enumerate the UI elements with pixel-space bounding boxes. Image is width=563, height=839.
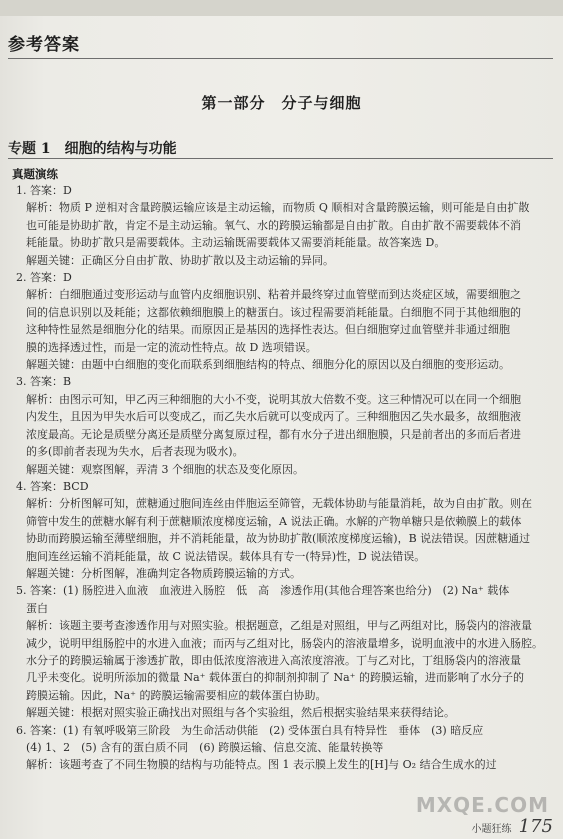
section-title: 参考答案 (8, 35, 80, 55)
explanation-line: 减少，说明甲组肠腔中的水进入血液；而丙与乙组对比，肠袋内的溶液量增多，说明血液中的水进入肠腔。 (26, 636, 543, 650)
watermark-logo (399, 769, 549, 817)
answer-line: 6. 答案：(1) 有氧呼吸第三阶段 为生命活动供能 (2) 受体蛋白具有特异性 垂体 (3) 暗反应 (16, 723, 484, 737)
explanation-line: 也可能是协助扩散，肯定不是主动运输。氧气、水的跨膜运输都是自由扩散。自由扩散不需要载体不消 (26, 218, 521, 232)
page-number: 175 (518, 816, 553, 837)
explanation-line: 筛管中发生的蔗糖水解有利于蔗糖顺浓度梯度运输，A 说法正确。水解的产物单糖只是依赖膜上的载体 (26, 514, 522, 528)
explanation-line: 几乎未变化。说明所添加的微量 Na⁺ 载体蛋白的抑制剂抑制了 Na⁺ 的跨膜运输，进而影响了水分子的 (26, 671, 524, 685)
explanation-line: 解析：该题主要考查渗透作用与对照实验。根据题意，乙组是对照组，甲与乙两组对比，肠袋内的溶液量 (26, 619, 532, 633)
explanation-line: (4) 1、2 (5) 含有的蛋白质不同 (6) 跨膜运输、信息交流、能量转换等 (26, 741, 384, 754)
explanation-line: 内发生，且因为甲失水后可以变成乙，而乙失水后就可以变成丙了。三种细胞因乙失水最多，故细胞液 (26, 410, 521, 424)
explanation-line: 解题关键：根据对照实验正确找出对照组与各个实验组，然后根据实验结果来获得结论。 (26, 706, 455, 720)
explanation-line: 解析：物质 P 逆相对含量跨膜运输应该是主动运输，而物质 Q 顺相对含量跨膜运输，则可能是自由扩散 (26, 201, 530, 215)
explanation-line: 解题关键：观察图解，弄清 3 个细胞的状态及变化原因。 (26, 462, 304, 476)
answer-line: 5. 答案：(1) 肠腔进入血液 血液进入肠腔 低 高 渗透作用(其他合理答案也给分) (2) Na⁺ 载体 (16, 584, 510, 598)
title-rule (8, 58, 553, 59)
explanation-line: 协助而跨膜运输至薄壁细胞，并不消耗能量，故为协助扩散(顺浓度梯度运输)，B 说法错误。因蔗糖通过 (26, 532, 531, 546)
explanation-line: 解析：由图示可知，甲乙丙三种细胞的大小不变，说明其放大倍数不变。这三种情况可以在同一个细胞 (26, 392, 521, 406)
explanation-line: 耗能量。协助扩散只是需要载体。主动运输既需要载体又需要消耗能量。故答案选 D。 (26, 236, 446, 250)
page-footer (471, 816, 553, 837)
watermark-text: MXQE.COM (415, 793, 549, 817)
explanation-line: 胞间连丝运输不消耗能量，故 C 说法错误。载体具有专一(特异)性，D 说法错误。 (26, 549, 426, 563)
topic-rule (8, 158, 553, 159)
answer-content (12, 182, 549, 774)
topic-title: 专题 1 细胞的结构与功能 (8, 141, 177, 157)
sub-heading: 真题演练 (12, 167, 58, 181)
page-top-strip (0, 0, 563, 16)
explanation-line: 浓度最高。无论是质壁分离还是质壁分离复原过程，都有水分子进出细胞膜，只是前者出的多而后者进 (26, 427, 521, 441)
explanation-line: 膜的选择透过性，而是一定的流动性特点。故 D 选项错误。 (26, 340, 317, 354)
explanation-line: 解析：该题考查了不同生物膜的结构与功能特点。图 1 表示膜上发生的[H]与 O₂ 结合生成水的过 (26, 758, 497, 772)
explanation-line: 水分子的跨膜运输属于渗透扩散，即由低浓度溶液进入高浓度溶液。丁与乙对比，丁组肠袋内的溶液量 (26, 653, 521, 667)
answer-line: 2. 答案：D (16, 271, 72, 285)
explanation-line: 跨膜运输。因此，Na⁺ 的跨膜运输需要相应的载体蛋白协助。 (26, 688, 327, 702)
explanation-line: 解析：白细胞通过变形运动与血管内皮细胞识别、粘着并最终穿过血管壁而到达炎症区域，需要细胞之 (26, 288, 521, 302)
answer-line: 1. 答案：D (16, 184, 72, 197)
answer-line: 4. 答案：BCD (16, 479, 89, 493)
part-title: 第一部分 分子与细胞 (201, 94, 362, 112)
explanation-line: 解题关键：正确区分自由扩散、协助扩散以及主动运输的异同。 (26, 253, 334, 267)
explanation-line: 解题关键：由题中白细胞的变化而联系到细胞结构的特点、细胞分化的原因以及白细胞的变形运动。 (26, 358, 510, 372)
explanation-line: 解析：分析图解可知，蔗糖通过胞间连丝由伴胞运至筛管，无载体协助与能量消耗，故为自由扩散。则在 (26, 497, 532, 511)
explanation-line: 这种特性显然是细胞分化的结果。而原因正是基因的选择性表达。但白细胞穿过血管壁并非通过细胞 (26, 323, 510, 337)
answer-line: 3. 答案：B (16, 375, 72, 389)
explanation-line: 间的信息识别以及耗能；这都依赖细胞膜上的糖蛋白。该过程需要消耗能量。白细胞不同于其他细胞的 (26, 305, 521, 319)
explanation-line: 蛋白 (26, 601, 48, 615)
explanation-line: 的多(即前者表现为失水，后者表现为吸水)。 (26, 445, 244, 459)
footer-label: 小题狂练 (471, 824, 512, 835)
explanation-line: 解题关键：分析图解，准确判定各物质跨膜运输的方式。 (26, 566, 301, 580)
